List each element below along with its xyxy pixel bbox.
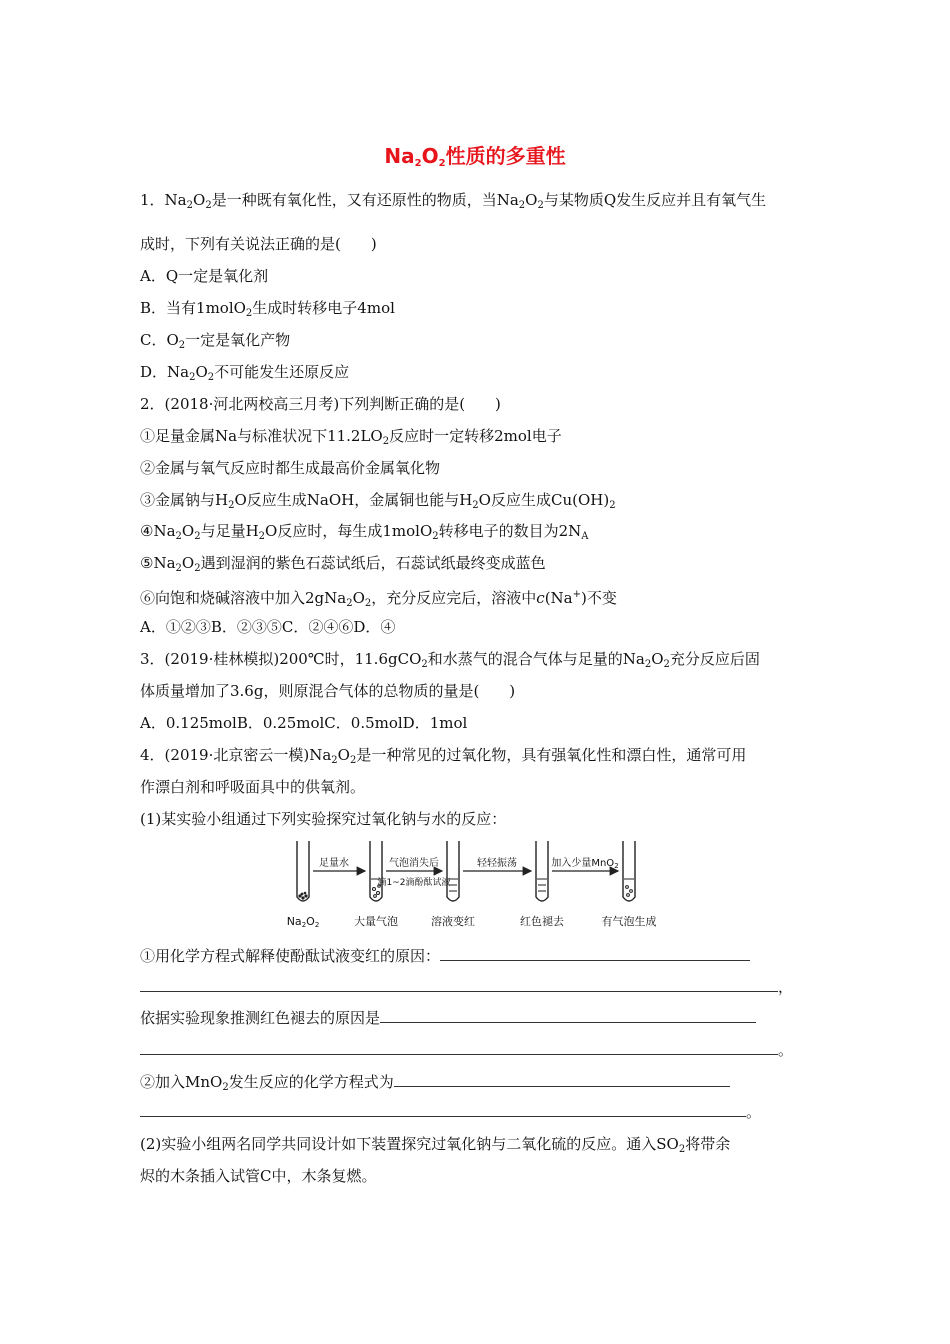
arrow-label-1: 足量水 <box>319 858 349 869</box>
q2-options: A．①②③B．②③⑤C．②④⑥D．④ <box>140 618 396 636</box>
answer-blank-2[interactable] <box>140 977 778 992</box>
q4-question-c: ②加入MnO$_2$发生反应的化学方程式为 <box>140 1072 730 1095</box>
q4-part2-line2: 烬的木条插入试管C中，木条复燃。 <box>140 1167 377 1185</box>
test-tube-3 <box>447 841 459 901</box>
q4-stem-line1: 4．(2019·北京密云一模)$Na_2O_2$是一种常见的过氧化物，具有强氧化性和漂白性，通常可用 <box>140 746 747 766</box>
test-tube-5 <box>623 841 635 901</box>
tube-label-1: Na2O2 <box>286 915 320 929</box>
arrow-label-4: 加入少量MnO$_2$ <box>551 858 619 870</box>
page-title: $Na_2O_2$性质的多重性 <box>384 144 566 169</box>
answer-blank-4[interactable] <box>140 1040 778 1055</box>
answer-blank-1[interactable] <box>440 946 750 961</box>
test-tube-4 <box>536 841 548 901</box>
test-tube-1 <box>297 841 309 901</box>
arrow-label-2: 气泡消失后 <box>389 858 439 869</box>
q2-statement-3: ③金属钠与$H_2O$反应生成NaOH，金属铜也能与$H_2O$反应生成$Cu(OH)_2$ <box>140 491 616 511</box>
q3-options: A．0.125molB．0.25molC．0.5molD．1mol <box>140 714 468 732</box>
q1-option-d: D．$Na_2O_2$不可能发生还原反应 <box>140 363 350 383</box>
q2-statement-1: ①足量金属Na与标准状况下$11.2LO_2$反应时一定转移2mol电子 <box>140 427 562 447</box>
q2-stem: 2．(2018·河北两校高三月考)下列判断正确的是( ) <box>140 395 501 413</box>
q2-statement-2: ②金属与氧气反应时都生成最高价金属氧化物 <box>140 459 441 477</box>
experiment-diagram <box>285 833 665 933</box>
q4-stem-line2: 作漂白剂和呼吸面具中的供氧剂。 <box>140 778 366 796</box>
q3-stem-line1: 3．(2019·桂林模拟)200℃时，11.6gCO$_2$和水蒸气的混合气体与足量的$Na_2O_2$充分反应后固 <box>140 650 760 670</box>
tube-label-5: 有气泡生成 <box>601 915 657 928</box>
q4-part2-line1: (2)实验小组两名同学共同设计如下装置探究过氧化钠与二氧化硫的反应。通入$SO_2$将带余 <box>140 1135 731 1155</box>
answer-blank-3[interactable] <box>380 1008 756 1023</box>
q4-answer-line-2: ， <box>140 977 793 997</box>
arrow-label-3: 轻轻振荡 <box>477 858 517 869</box>
tube-label-2: 大量气泡 <box>354 915 398 928</box>
q4-question-b: 依据实验现象推测红色褪去的原因是 <box>140 1008 756 1028</box>
answer-blank-5[interactable] <box>394 1072 730 1087</box>
q4-answer-line-4: 。 <box>140 1040 793 1060</box>
q1-option-c: C．$O_2$一定是氧化产物 <box>140 331 291 351</box>
tube-label-4: 红色褪去 <box>520 915 564 928</box>
q2-statement-4: $④Na_2O_2$与足量$H_2O$反应时，每生成1molO$_2$转移电子的数目为$2N_A$ <box>140 522 589 542</box>
q1-option-b: B．当有1molO$_2$生成时转移电子4mol <box>140 299 395 319</box>
q1-stem-line1: 1．$Na_2O_2$是一种既有氧化性，又有还原性的物质，当$Na_2O_2$与某物质Q发生反应并且有氧气生 <box>140 191 767 211</box>
q4-part1-intro: (1)某实验小组通过下列实验探究过氧化钠与水的反应： <box>140 810 507 828</box>
q4-answer-line-6: 。 <box>140 1102 761 1122</box>
tube-label-3: 溶液变红 <box>431 915 475 928</box>
q2-statement-6: ⑥向饱和烧碱溶液中加入$2gNa_2O_2$，充分反应完后，溶液中c(Na+)不变 <box>140 589 617 609</box>
q2-statement-5: $⑤Na_2O_2$遇到湿润的紫色石蕊试纸后，石蕊试纸最终变成蓝色 <box>140 554 546 574</box>
arrow-label-2b: 滴1~2滴酚酞试液 <box>377 878 451 888</box>
q3-stem-line2: 体质量增加了3.6g，则原混合气体的总物质的量是( ) <box>140 682 516 700</box>
q1-stem-line2: 成时，下列有关说法正确的是( ) <box>140 235 377 253</box>
answer-blank-6[interactable] <box>140 1102 746 1117</box>
q4-question-a: ①用化学方程式解释使酚酞试液变红的原因： <box>140 946 750 966</box>
q1-option-a: A．Q一定是氧化剂 <box>140 267 269 285</box>
test-tube-2 <box>370 841 382 901</box>
